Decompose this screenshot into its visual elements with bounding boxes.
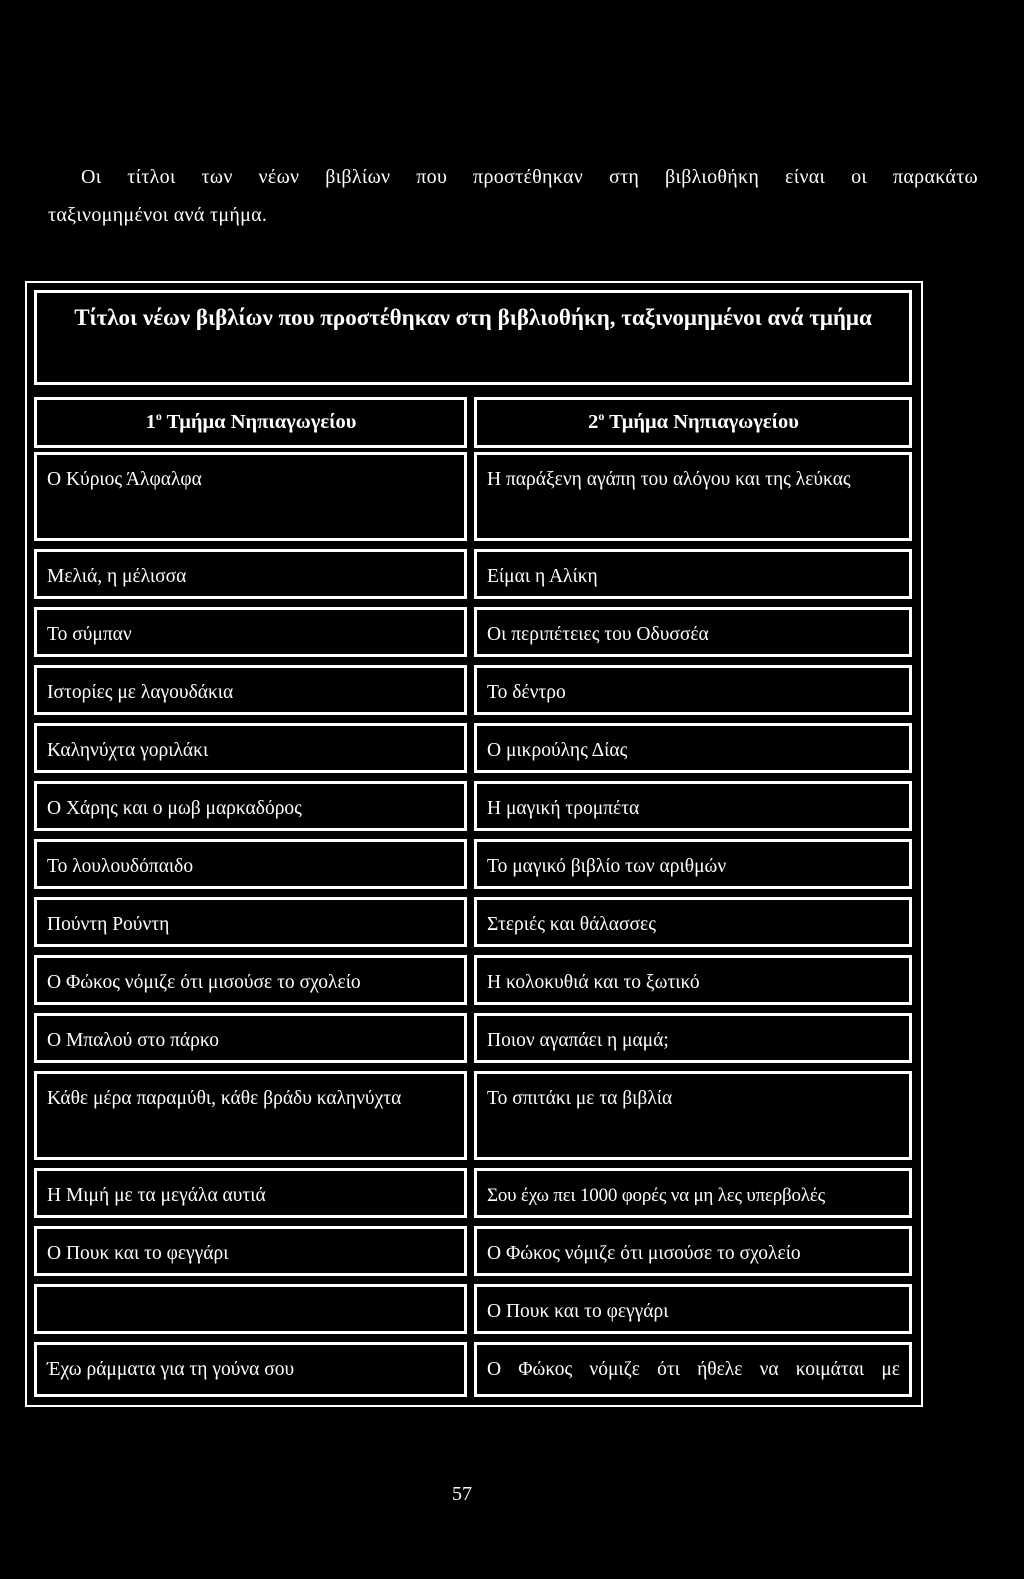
table-cell-left: Μελιά, η μέλισσα — [34, 549, 467, 599]
table-cell-right: Το δέντρο — [474, 665, 912, 715]
table-cell-right: Ο Φώκος νόμιζε ότι ήθελε να κοιμάται με — [474, 1342, 912, 1397]
intro-line-2: ταξινομημένοι ανά τμήμα. — [48, 204, 268, 226]
table-cell-left — [34, 1284, 467, 1334]
column-header-dept-2 — [474, 397, 912, 448]
header-2-num: 2 — [588, 411, 599, 433]
table-cell-left: Το σύμπαν — [34, 607, 467, 657]
header-2-text: Τμήμα Νηπιαγωγείου — [609, 411, 799, 433]
column-header-dept-1 — [34, 397, 467, 448]
table-cell-left: Έχω ράμματα για τη γούνα σου — [34, 1342, 467, 1397]
table-cell-left: Το λουλουδόπαιδο — [34, 839, 467, 889]
table-cell-right: Οι περιπέτειες του Οδυσσέα — [474, 607, 912, 657]
table-cell-left: Ιστορίες με λαγουδάκια — [34, 665, 467, 715]
table-cell-left: Καληνύχτα γοριλάκι — [34, 723, 467, 773]
intro-paragraph — [48, 158, 978, 234]
table-cell-left: Η Μιμή με τα μεγάλα αυτιά — [34, 1168, 467, 1218]
table-cell-left: Κάθε μέρα παραμύθι, κάθε βράδυ καληνύχτα — [34, 1071, 467, 1160]
table-cell-right: Το μαγικό βιβλίο των αριθμών — [474, 839, 912, 889]
table-cell-right: Ποιον αγαπάει η μαμά; — [474, 1013, 912, 1063]
header-1-sup: ο — [155, 409, 162, 424]
table-cell-left: Ο Πουκ και το φεγγάρι — [34, 1226, 467, 1276]
page-number: 57 — [452, 1483, 472, 1505]
header-2-sup: ο — [598, 409, 605, 424]
table-cell-left: Πούντη Ρούντη — [34, 897, 467, 947]
table-cell-right: Η μαγική τρομπέτα — [474, 781, 912, 831]
table-title: Τίτλοι νέων βιβλίων που προστέθηκαν στη βιβλιοθήκη, ταξινομημένοι ανά τμήμα — [34, 290, 912, 385]
table-cell-left: Ο Φώκος νόμιζε ότι μισούσε το σχολείο — [34, 955, 467, 1005]
table-cell-left: Ο Κύριος Άλφαλφα — [34, 452, 467, 541]
table-cell-left: Ο Μπαλού στο πάρκο — [34, 1013, 467, 1063]
table-cell-right: Στεριές και θάλασσες — [474, 897, 912, 947]
header-1-text: Τμήμα Νηπιαγωγείου — [166, 411, 357, 433]
table-cell-right: Σου έχω πει 1000 φορές να μη λες υπερβολές — [474, 1168, 912, 1218]
table-cell-right: Ο μικρούλης Δίας — [474, 723, 912, 773]
table-cell-left: Ο Χάρης και ο μωβ μαρκαδόρος — [34, 781, 467, 831]
intro-line-1: Οι τίτλοι των νέων βιβλίων που προστέθηκαν στη βιβλιοθήκη είναι οι παρακάτω — [81, 166, 978, 188]
table-cell-right: Ο Φώκος νόμιζε ότι μισούσε το σχολείο — [474, 1226, 912, 1276]
table-cell-right: Το σπιτάκι με τα βιβλία — [474, 1071, 912, 1160]
header-1-num: 1 — [145, 411, 156, 433]
table-cell-right: Είμαι η Αλίκη — [474, 549, 912, 599]
table-cell-right: Η παράξενη αγάπη του αλόγου και της λεύκας — [474, 452, 912, 541]
books-table — [25, 281, 923, 1407]
table-cell-right: Ο Πουκ και το φεγγάρι — [474, 1284, 912, 1334]
table-cell-right: Η κολοκυθιά και το ξωτικό — [474, 955, 912, 1005]
